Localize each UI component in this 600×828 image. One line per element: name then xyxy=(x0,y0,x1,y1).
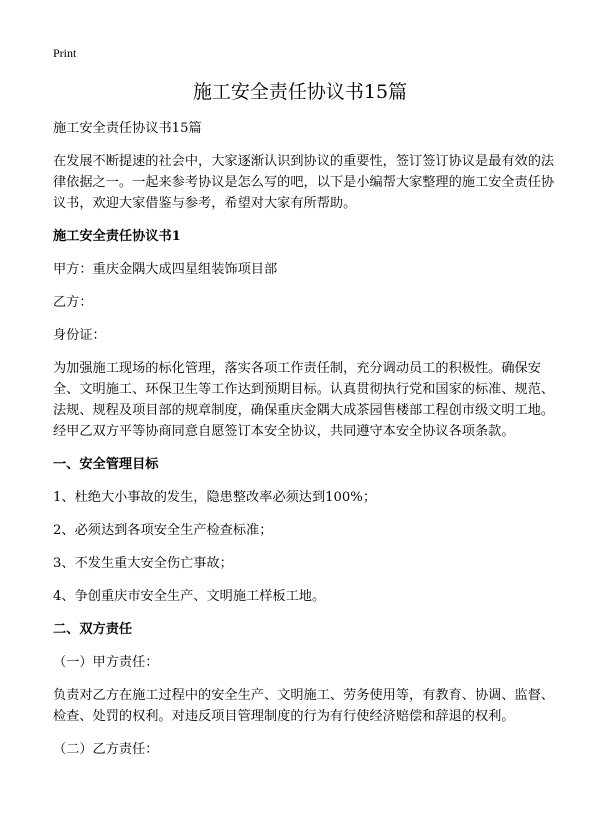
goal-item: 3、不发生重大安全伤亡事故； xyxy=(53,556,233,571)
section-2-heading: 二、双方责任 xyxy=(53,622,133,637)
section-1-heading: 一、安全管理目标 xyxy=(53,457,159,472)
print-link[interactable]: Print xyxy=(53,46,77,60)
document-subtitle: 施工安全责任协议书15篇 xyxy=(53,121,202,136)
goal-item: 2、必须达到各项安全生产检查标准； xyxy=(53,523,273,538)
party-a-responsibility-heading: （一）甲方责任： xyxy=(53,655,159,670)
party-b-line: 乙方： xyxy=(53,295,93,310)
party-a-line: 甲方：重庆金隅大成四星组装饰项目部 xyxy=(53,262,278,277)
party-a-responsibility-text: 负责对乙方在施工过程中的安全生产、文明施工、劳务使用等，有教育、协调、监督、检查、处罚的权利。对违反项目管理制度的行为有行使经济赔偿和辞退的权利。 xyxy=(53,688,555,724)
agreement-heading: 施工安全责任协议书1 xyxy=(53,229,181,244)
goal-item: 1、杜绝大小事故的发生，隐患整改率必须达到100%； xyxy=(53,490,377,505)
purpose-paragraph: 为加强施工现场的标化管理，落实各项工作责任制，充分调动员工的积极性。确保安全、文明施工、环保卫生等工作达到预期目标。认真贯彻执行党和国家的标准、规范、法规、规程及项目部的规章制度，确保重庆金隅大成茶园售楼部工程创市级文明工地。经甲乙双方平等协商同意自愿签订本安全协议，共同遵守本安全协议各项条款。 xyxy=(53,361,555,439)
party-b-responsibility-heading: （二）乙方责任： xyxy=(53,742,159,757)
document-title: 施工安全责任协议书15篇 xyxy=(192,81,408,103)
id-card-line: 身份证： xyxy=(53,328,106,343)
intro-paragraph: 在发展不断提速的社会中，大家逐渐认识到协议的重要性，签订签订协议是最有效的法律依据之一。一起来参考协议是怎么写的吧，以下是小编帮大家整理的施工安全责任协议书，欢迎大家借鉴与参考，希望对大家有所帮助。 xyxy=(53,154,555,211)
goal-item: 4、争创重庆市安全生产、文明施工样板工地。 xyxy=(53,589,326,604)
document-body xyxy=(53,118,558,772)
